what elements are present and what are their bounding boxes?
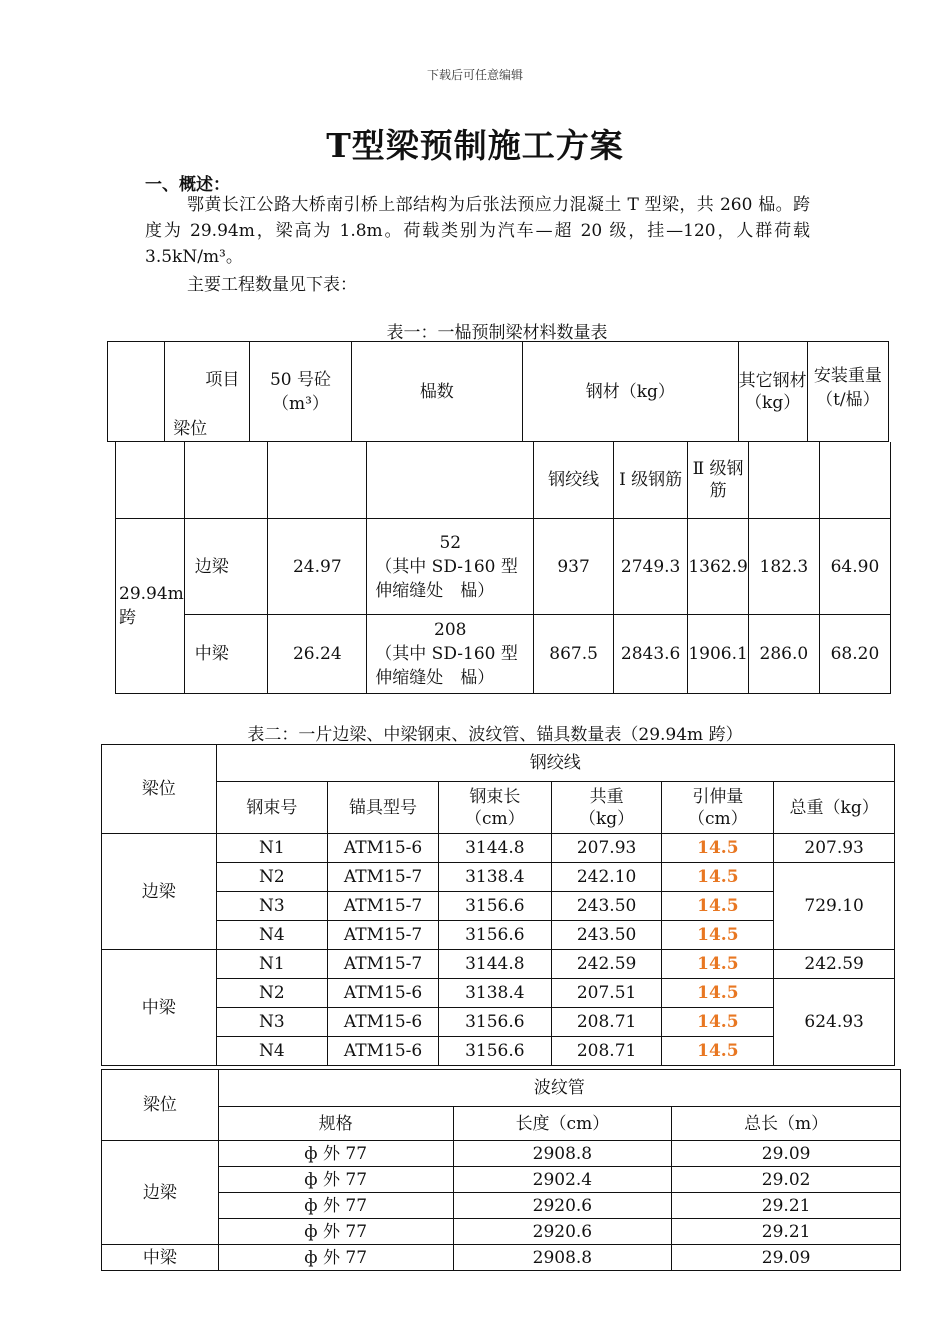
- table2-bundle-cell: N1: [216, 950, 328, 979]
- table2-weight-cell: 208.71: [551, 1037, 662, 1066]
- table2-weight-cell: 242.59: [551, 950, 662, 979]
- table3-total-header: 总长（m）: [672, 1107, 901, 1141]
- table2-weight-header: [551, 782, 662, 834]
- table1-concrete-header: [250, 342, 351, 442]
- table1-empty: [268, 442, 367, 519]
- table3-beam-cell: 中梁: [102, 1245, 219, 1271]
- table3-spec-cell: ф 外 77: [218, 1219, 453, 1245]
- table2-bundle-cell: N4: [216, 1037, 328, 1066]
- table2-anchor-cell: ATM15-7: [328, 863, 439, 892]
- table2-length-cell: 3138.4: [438, 979, 551, 1008]
- table2-elong-cell: 14.5: [662, 1008, 774, 1037]
- table2-weight-cell: 208.71: [551, 1008, 662, 1037]
- table2-bundle-cell: N2: [216, 979, 328, 1008]
- table3-length-cell: 2908.8: [453, 1245, 672, 1271]
- table1-count-header: 榀数: [351, 342, 522, 442]
- table2-elong-cell: 14.5: [662, 863, 774, 892]
- table1-header: [107, 341, 889, 442]
- table1-weight-cell: 64.90: [819, 519, 890, 615]
- table1-strand-cell: 867.5: [534, 615, 614, 694]
- table2-elong-cell: 14.5: [662, 892, 774, 921]
- table2-anchor-cell: ATM15-7: [328, 892, 439, 921]
- table2-weight-cell: 243.50: [551, 921, 662, 950]
- table1-strand-header: 钢绞线: [534, 442, 614, 519]
- table2-bundle-cell: N3: [216, 1008, 328, 1037]
- table3-group-header: 波纹管: [218, 1070, 900, 1107]
- table3-total-cell: 29.09: [672, 1141, 901, 1167]
- table1-caption: 表一：一榀预制梁材料数量表: [386, 323, 608, 343]
- table2-anchor-cell: ATM15-6: [328, 979, 439, 1008]
- length-unit: （cm）: [465, 808, 525, 829]
- table1-grade2-header: Ⅱ 级钢筋: [688, 442, 748, 519]
- table2-beam-header: 梁位: [102, 745, 217, 834]
- concrete-unit: （m³）: [272, 393, 329, 414]
- table3-spec-cell: ф 外 77: [218, 1141, 453, 1167]
- table2-group-header: 钢绞线: [216, 745, 894, 782]
- table1-empty: [116, 442, 185, 519]
- concrete-label: 50 号砼: [269, 369, 331, 390]
- table1-empty: [748, 442, 819, 519]
- table2-total-cell: 207.93: [774, 834, 895, 863]
- overview-paragraph: 鄂黄长江公路大桥南引桥上部结构为后张法预应力混凝土 T 型梁，共 260 榀。跨度为 29.94m，梁高为 1.8m。荷载类别为汽车—超 20 级，挂—120，人群荷载 3.5kN/m³。: [145, 195, 810, 267]
- table2-bundle-cell: N1: [216, 834, 328, 863]
- weight-label: 共重: [589, 786, 624, 807]
- table2-elong-header: [662, 782, 774, 834]
- table2-beam-cell: 中梁: [102, 950, 217, 1066]
- table2: [101, 744, 895, 1066]
- table3-beam-cell: 边梁: [102, 1141, 219, 1245]
- table1-count-cell: [367, 615, 534, 694]
- table1-grade1-header: Ⅰ 级钢筋: [613, 442, 687, 519]
- table2-length-cell: 3144.8: [438, 834, 551, 863]
- table2-bundle-cell: N3: [216, 892, 328, 921]
- table1-concrete-cell: 24.97: [268, 519, 367, 615]
- table2-elong-cell: 14.5: [662, 834, 774, 863]
- count-note: （其中 SD-160 型伸缩缝处 榀）: [375, 556, 518, 601]
- table1-other-cell: 286.0: [748, 615, 819, 694]
- table1-blank-cell: [108, 342, 165, 442]
- weight-unit: （kg）: [578, 808, 635, 829]
- table1-grade1-cell: 2843.6: [613, 615, 687, 694]
- table1-empty: [819, 442, 890, 519]
- table1-other-steel-header: 其它钢材（kg）: [738, 342, 807, 442]
- table2-total-cell: 729.10: [774, 863, 895, 950]
- table1-grade2-cell: 1362.9: [688, 519, 748, 615]
- table1-count-cell: [367, 519, 534, 615]
- table3-spec-cell: ф 外 77: [218, 1245, 453, 1271]
- table2-anchor-cell: ATM15-6: [328, 834, 439, 863]
- table1-weight-cell: 68.20: [819, 615, 890, 694]
- table3-length-cell: 2902.4: [453, 1167, 672, 1193]
- table2-beam-cell: 边梁: [102, 834, 217, 950]
- table2-anchor-header: 锚具型号: [328, 782, 439, 834]
- table1-other-cell: 182.3: [748, 519, 819, 615]
- table1-empty: [367, 442, 534, 519]
- elong-label: 引伸量: [692, 786, 744, 807]
- table2-elong-cell: 14.5: [662, 950, 774, 979]
- table1-grade2-cell: 1906.1: [688, 615, 748, 694]
- table3: [101, 1069, 901, 1271]
- table3-total-cell: 29.02: [672, 1167, 901, 1193]
- page-header-note: 下载后可任意编辑: [426, 68, 523, 82]
- table2-anchor-cell: ATM15-7: [328, 921, 439, 950]
- table2-elong-cell: 14.5: [662, 979, 774, 1008]
- table3-spec-header: 规格: [218, 1107, 453, 1141]
- table3-length-cell: 2920.6: [453, 1193, 672, 1219]
- table1-weight-header: 安装重量（t/榀）: [807, 342, 888, 442]
- table3-beam-header: 梁位: [102, 1070, 219, 1141]
- table1-grade1-cell: 2749.3: [613, 519, 687, 615]
- table2-anchor-cell: ATM15-6: [328, 1037, 439, 1066]
- table3-length-cell: 2908.8: [453, 1141, 672, 1167]
- table2-bundle-cell: N2: [216, 863, 328, 892]
- table2-bundle-header: 钢束号: [216, 782, 328, 834]
- table1-strand-cell: 937: [534, 519, 614, 615]
- table1-beam-label: 梁位: [173, 419, 208, 439]
- section-heading-overview: 一、概述：: [145, 175, 230, 195]
- table2-anchor-cell: ATM15-7: [328, 950, 439, 979]
- elong-unit: （cm）: [688, 808, 748, 829]
- count-note: （其中 SD-160 型伸缩缝处 榀）: [375, 644, 518, 688]
- table2-length-cell: 3156.6: [438, 921, 551, 950]
- table2-weight-cell: 207.93: [551, 834, 662, 863]
- table3-total-cell: 29.21: [672, 1219, 901, 1245]
- table3-total-cell: 29.21: [672, 1193, 901, 1219]
- table3-length-cell: 2920.6: [453, 1219, 672, 1245]
- count-number: 52: [439, 532, 462, 553]
- table2-length-cell: 3138.4: [438, 863, 551, 892]
- document-title: T型梁预制施工方案: [326, 126, 624, 165]
- table2-weight-cell: 243.50: [551, 892, 662, 921]
- table1-steel-header: 钢材（kg）: [523, 342, 739, 442]
- table1-span-cell: 29.94m 跨: [116, 519, 185, 694]
- table2-elong-cell: 14.5: [662, 1037, 774, 1066]
- table2-length-cell: 3156.6: [438, 1008, 551, 1037]
- table1-item-label: 项目: [205, 370, 240, 390]
- table1-beam-cell: 中梁: [184, 615, 268, 694]
- table3-total-cell: 29.09: [672, 1245, 901, 1271]
- quantity-intro: 主要工程数量见下表：: [187, 275, 357, 295]
- table2-bundle-cell: N4: [216, 921, 328, 950]
- table2-anchor-cell: ATM15-6: [328, 1008, 439, 1037]
- table2-length-cell: 3156.6: [438, 892, 551, 921]
- table2-length-header: [438, 782, 551, 834]
- table3-length-header: 长度（cm）: [453, 1107, 672, 1141]
- table2-total-cell: 242.59: [774, 950, 895, 979]
- table1-diagonal-header: [165, 342, 250, 442]
- table2-total-cell: 624.93: [774, 979, 895, 1066]
- table1-beam-cell: 边梁: [184, 519, 268, 615]
- table1-concrete-cell: 26.24: [268, 615, 367, 694]
- length-label: 钢束长: [469, 786, 521, 807]
- table1-body: [115, 441, 891, 694]
- table2-length-cell: 3156.6: [438, 1037, 551, 1066]
- table2-elong-cell: 14.5: [662, 921, 774, 950]
- table2-length-cell: 3144.8: [438, 950, 551, 979]
- table2-weight-cell: 242.10: [551, 863, 662, 892]
- table2-weight-cell: 207.51: [551, 979, 662, 1008]
- table3-spec-cell: ф 外 77: [218, 1193, 453, 1219]
- count-number: 208: [434, 620, 467, 640]
- table3-spec-cell: ф 外 77: [218, 1167, 453, 1193]
- table2-caption: 表二：一片边梁、中梁钢束、波纹管、锚具数量表（29.94m 跨）: [247, 725, 743, 745]
- table2-total-header: 总重（kg）: [774, 782, 895, 834]
- table1-empty: [184, 442, 268, 519]
